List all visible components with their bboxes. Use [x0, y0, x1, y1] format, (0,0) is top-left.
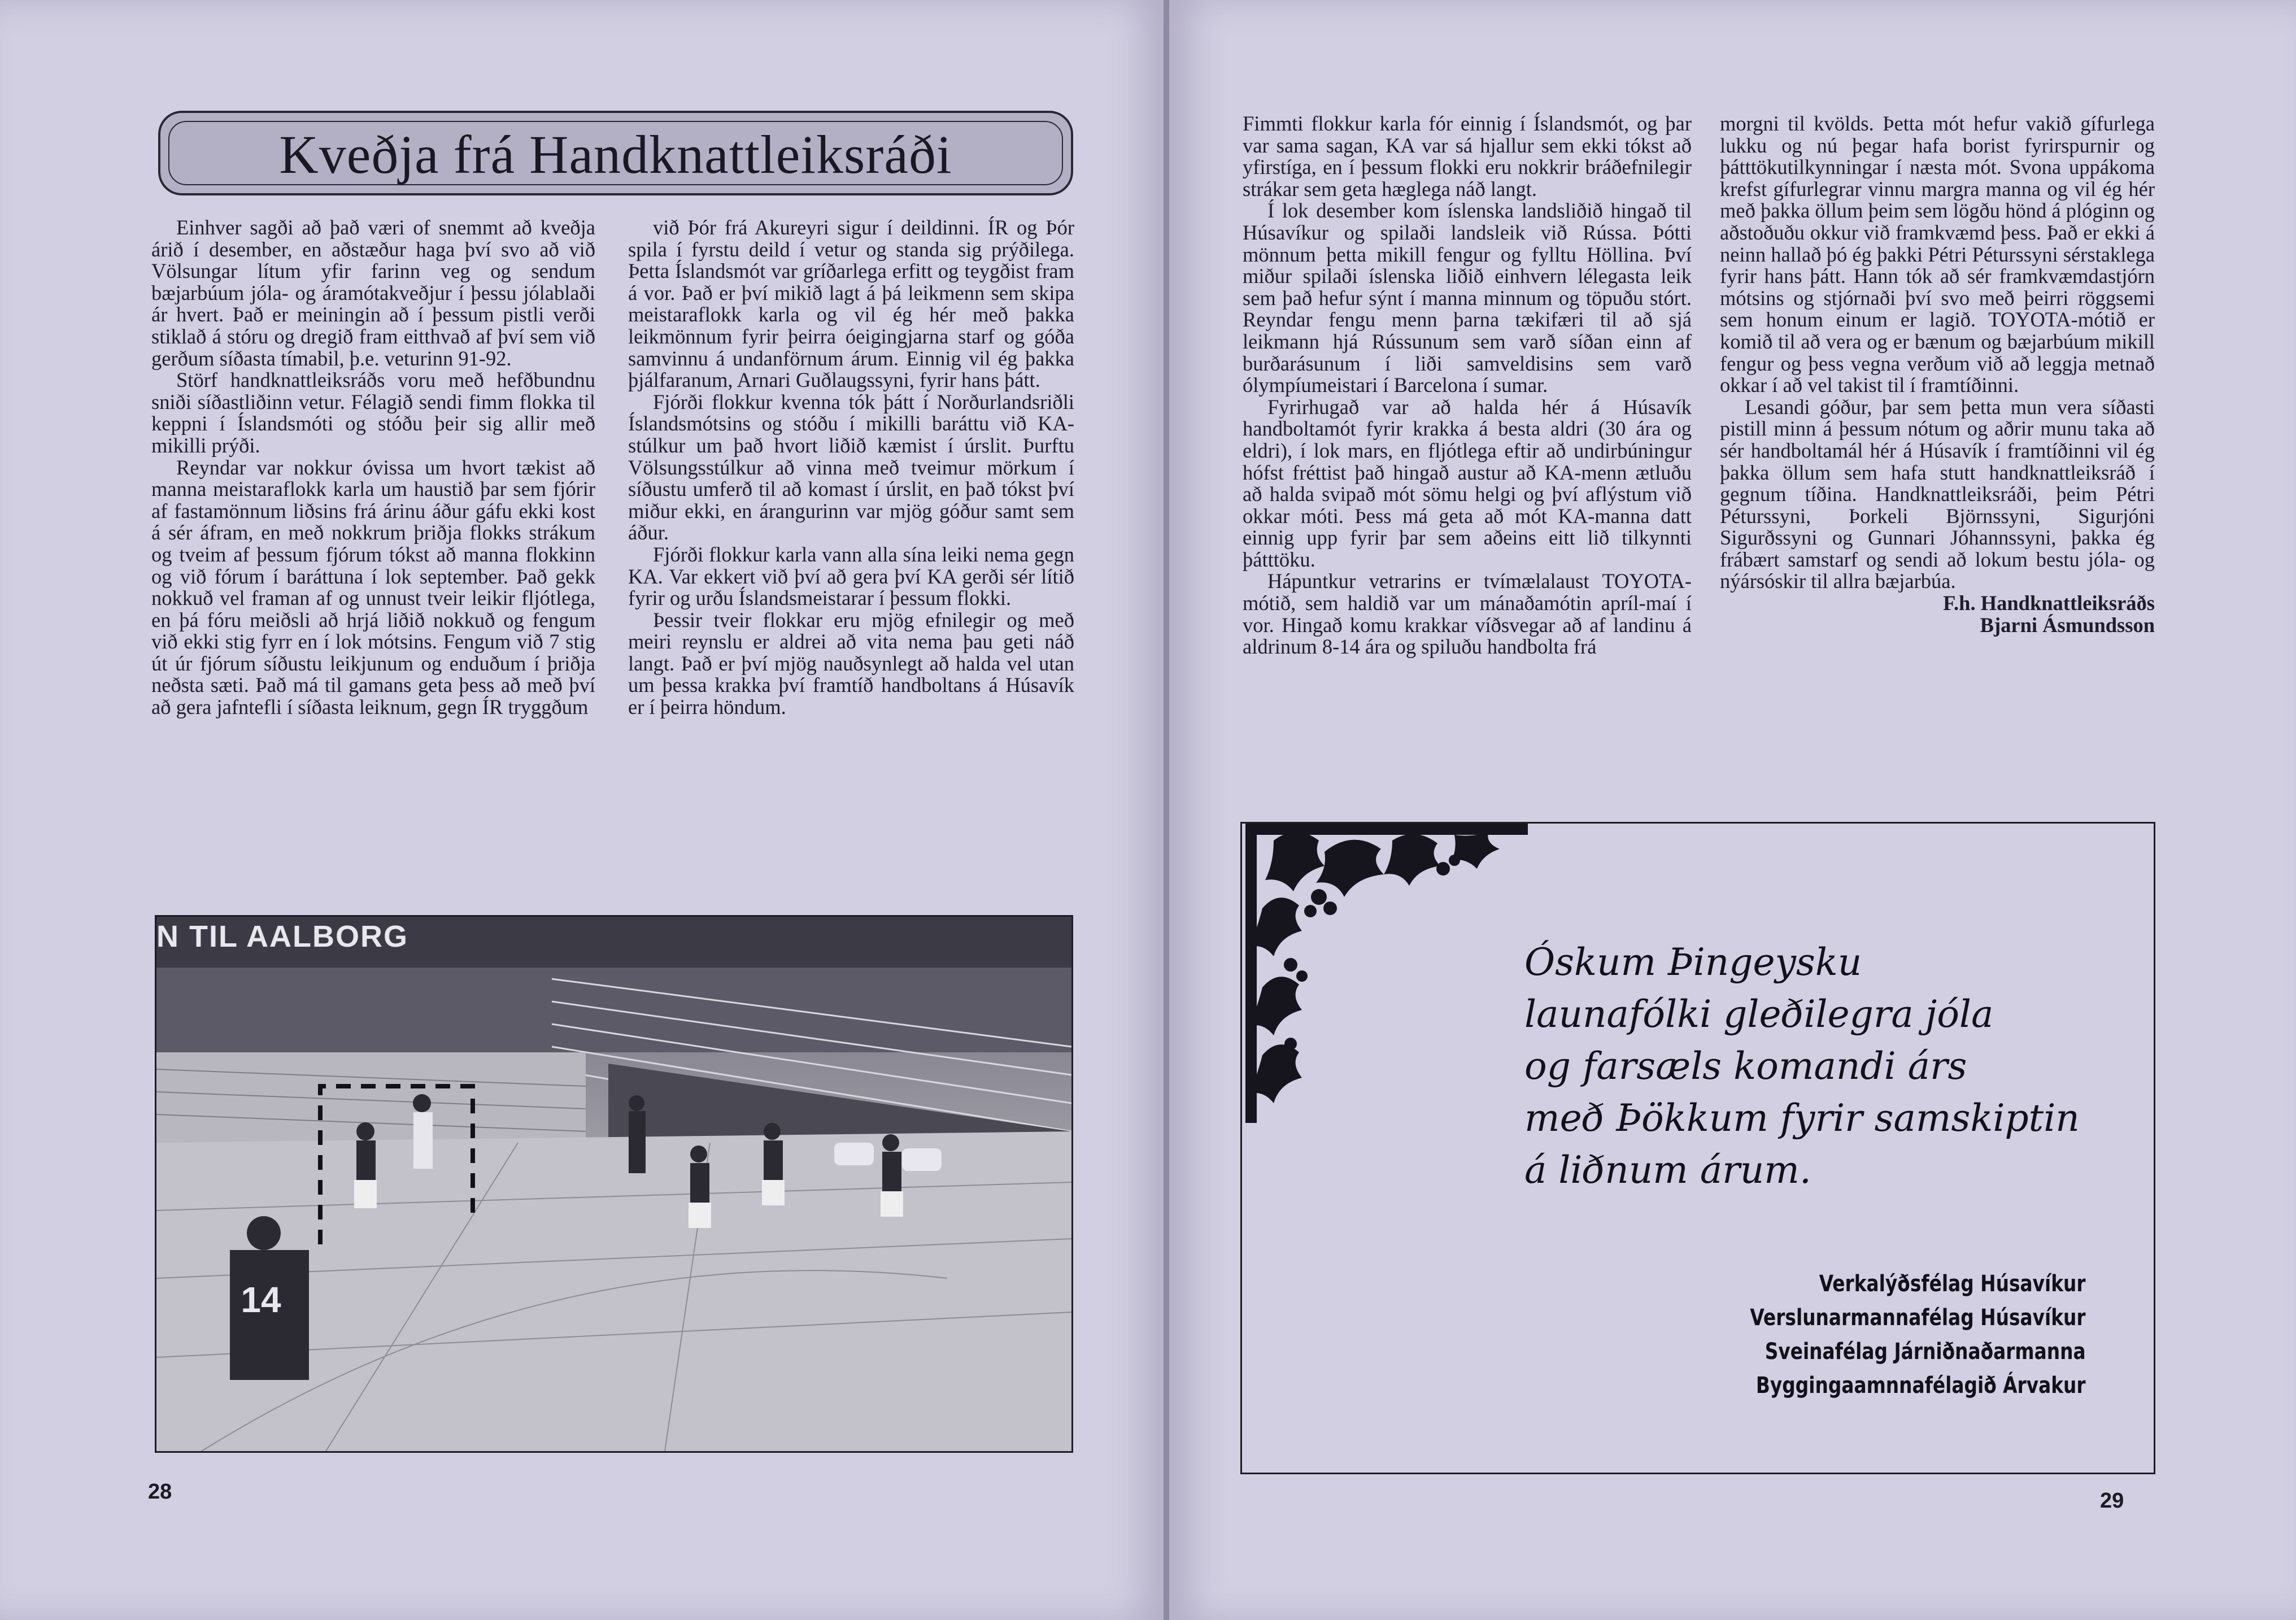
player-number: 14 [241, 1279, 281, 1320]
greeting-line: á liðnum árum. [1524, 1148, 1811, 1192]
paragraph: Fjórði flokkur karla vann alla sína leiki nema gegn KA. Var ekkert við því að gera því KA gerði sér lítið fyrir og urðu Íslandsmeistarar í þessum flokki. [628, 542, 1074, 610]
text-column-4 [1720, 113, 2155, 636]
paragraph: Hápuntkur vetrarins er tvímælalaust TOYOTA-mótið, sem haldið var um mánaðamótin apríl-maí í vor. Hingað komu krakkar víðsvegar að af landinu á aldrinum 8-14 ára og spiluðu handbolta frá [1243, 569, 1692, 659]
text-column-1 [151, 217, 595, 718]
text-column-3 [1243, 113, 1692, 658]
paragraph: Störf handknattleiksráðs voru með hefðbundnu sniði síðastliðinn vetur. Félagið sendi fimm flokka til keppni í Íslandsmóti og stóðu þeir sig allir með mikilli prýði. [151, 368, 595, 457]
greeting-line: launafólki gleðilegra jóla [1524, 992, 1994, 1036]
paragraph: Fjórði flokkur kvenna tók þátt í Norðurlandsriðli Íslandsmótsins og stóðu í mikilli baráttu við KA-stúlkur um það hvort liðið kæmist í úrslit. Þurftu Völsungsstúlkur að vinna með tveimur mörkum í síðustu umferð til að komast í úrslit, en það tókst því miður ekki, en árangurinn var mjög góður samt sem áður. [628, 390, 1074, 545]
signoff-organization: F.h. Handknattleiksráðs [1943, 591, 2155, 615]
photo-banner-text: N TIL AALBORG [156, 920, 408, 953]
text-column-2 [628, 217, 1074, 718]
greeting-line: og farsæls komandi árs [1524, 1044, 1967, 1088]
page-number-left: 28 [148, 1480, 172, 1504]
paragraph: morgni til kvölds. Þetta mót hefur vakið gífurlega lukku og nú þegar hafa borist fyrirspurnir og þátttökutilkynningar í næsta mót. Svona uppákoma krefst gífurlegrar vinnu margra manna og vil ég hér með þakka öllum þeim sem lögðu hönd á plóginn og aðstoðuðu okkur við framkvæmd þess. Það er ekki á neinn hallað þó ég þakki Pétri Péturssyni sérstaklega fyrir hans þátt. Hann tók að sér framkvæmdastjórn mótsins og stjórnaði því svo með þeirri röggsemi sem honum einum er lagið. TOYOTA-mótið er komið til að vera og er bænum og bæjarbúum mikill fengur og þess vegna verðum við að leggja metnað okkar í að vel takist til í framtíðinni. [1720, 112, 2155, 397]
paragraph: Í lok desember kom íslenska landsliðið hingað til Húsavíkur og spilaði landsleik við Rússa. Þótti mönnum þetta mikill fengur og fylltu Höllina. Því miður spilaði íslenska liðið einhvern lélegasta leik sem það hefur sýnt í manna minnum og töpuðu stórt. Reyndar fengu menn þarna tækifæri til að sjá leikmann hjá Rússunum sem varð síðan einn af burðarásunum í liði samveldisins sem varð ólympíumeistari í Barcelona í sumar. [1243, 199, 1692, 397]
handball-photo [155, 915, 1073, 1453]
paragraph: Einhver sagði að það væri of snemmt að kveðja árið í desember, en aðstæður haga því svo að við Völsungar lítum yfir farinn veg og sendum bæjarbúum jóla- og áramótakveðjur í þessu jólablaði ár hvert. Það er meiningin að í þessum pistli verði stiklað á stóru og dregið fram eitthvað af því sem við gerðum síðasta tímabil, þ.e. veturinn 91-92. [151, 216, 595, 370]
page-number-right: 29 [2100, 1489, 2124, 1513]
article-title: Kveðja frá Handknattleiksráði [279, 124, 952, 185]
sender-list [1750, 1267, 2086, 1403]
holly-ornament-icon [1240, 818, 1533, 1134]
title-box [158, 111, 1073, 195]
christmas-greeting-box [1240, 822, 2155, 1474]
greeting-line: Óskum Þingeysku [1524, 940, 1862, 984]
sender-name: Byggingaamnnafélagið Árvakur [1756, 1373, 2086, 1399]
paragraph: Reyndar var nokkur óvissa um hvort tækist að manna meistaraflokk karla um haustið þar sem fjórir af fastamönnum liðsins frá árinu áður gáfu ekki kost á sér áfram, en með nokkrum þriðja flokks strákum og tveim af þessum fjórum tókst að manna flokkinn og við fórum í baráttuna í lok september. Það gekk nokkuð vel framan af og unnust tveir leikir fljótlega, en þá fóru meiðsli að hrjá liðið nokkuð og fengum við ekki stig fyrr en í lok mótsins. Fengum við 7 stig út úr fjórum síðustu leikjunum og enduðum í þriðja neðsta sæti. Það má til gamans geta þess að með því að gera jafntefli í síðasta leiknum, gegn ÍR tryggðum [151, 455, 595, 719]
sender-name: Sveinafélag Járniðnaðarmanna [1765, 1339, 2086, 1365]
paragraph: Þessir tveir flokkar eru mjög efnilegir og með meiri reynslu er aldrei að vita nema þau geti náð langt. Það er því mjög nauðsynlegt að halda vel utan um þessa krakka því framtíð handboltans á Húsavík er í þeirra höndum. [628, 608, 1074, 719]
paragraph: Lesandi góður, þar sem þetta mun vera síðasti pistill minn á þessum nótum og aðrir munu taka að sér handboltamál hér á Húsavík í framtíðinni vil ég þakka öllum sem hafa stutt handknattleiksráð í gegnum tíðina. Handknattleiksráði, þeim Pétri Péturssyni, Þorkeli Björnssyni, Sigurjóni Sigurðssyni og Gunnari Jóhannssyni, þakka ég frábært samstarf og sendi að lokum bestu jóla- og nýársóskir til allra bæjarbúa. [1720, 395, 2155, 593]
paragraph: við Þór frá Akureyri sigur í deildinni. ÍR og Þór spila í fyrstu deild í vetur og standa sig prýðilega. Þetta Íslandsmót var gríðarlega erfitt og teygðist fram á vor. Það er því mikið lagt á þá leikmenn sem skipa meistaraflokk karla og vil ég hér með þakka leikmönnum fyrir þeirra óeigingjarna starf og góða samvinnu á undanförnum árum. Einnig vil ég þakka þjálfaranum, Arnari Guðlaugssyni, fyrir hans þátt. [628, 216, 1074, 392]
paragraph: Fimmti flokkur karla fór einnig í Íslandsmót, og þar var sama sagan, KA var sá hjallur sem ekki tókst að yfirstíga, en í þessum flokki eru nokkrir bráðefnilegir strákar sem geta hæglega náð langt. [1243, 112, 1692, 201]
paragraph: Fyrirhugað var að halda hér á Húsavík handboltamót fyrir krakka á besta aldri (30 ára og eldri), í lok mars, en fljótlega eftir að undirbúningur hófst fréttist það hingað austur að KA-menn ætluðu að halda svipað mót sömu helgi og því aflýstum við okkar móti. Þess má geta að mót KA-manna datt einnig upp fyrir þar sem aðeins eitt lið tilkynnti þátttöku. [1243, 395, 1692, 571]
sender-name: Verkalýðsfélag Húsavíkur [1819, 1271, 2086, 1297]
photo-scene [156, 917, 1071, 1451]
greeting-text [1524, 937, 2080, 1196]
sender-name: Verslunarmannafélag Húsavíkur [1750, 1305, 2086, 1331]
signoff-author: Bjarni Ásmundsson [1980, 613, 2155, 637]
greeting-line: með Þökkum fyrir samskiptin [1524, 1096, 2080, 1140]
